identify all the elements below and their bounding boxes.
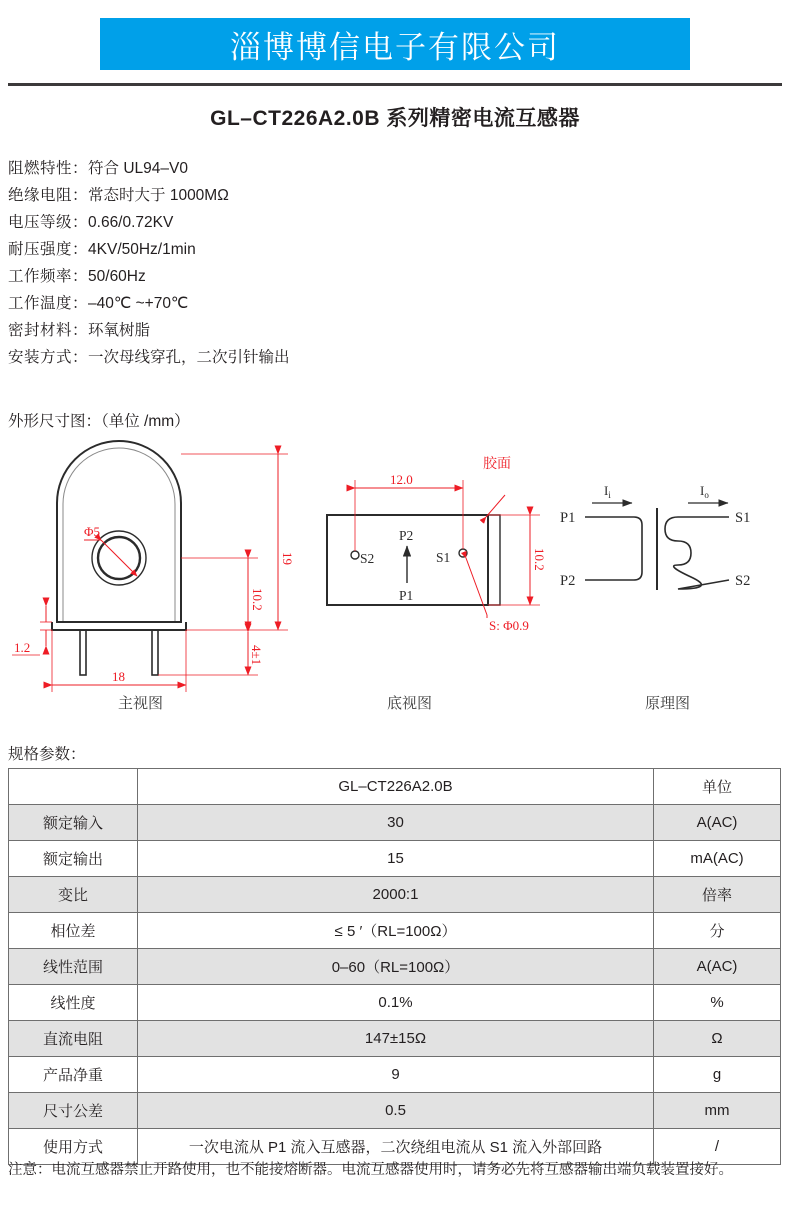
spec-value: 0.66/0.72KV: [88, 214, 174, 231]
spec-value: 50/60Hz: [88, 268, 146, 285]
table-header-blank: [9, 769, 138, 805]
front-width-label: 18: [112, 669, 125, 684]
table-row: [9, 877, 781, 913]
row-value: 0.1%: [138, 985, 654, 1021]
row-value: 0.5: [138, 1093, 654, 1129]
row-unit: mm: [654, 1093, 781, 1129]
bottom-pin-spec-label: S: Φ0.9: [489, 618, 529, 633]
specification-list: [8, 155, 528, 371]
row-value: 一次电流从 P1 流入互感器，二次绕组电流从 S1 流入外部回路: [138, 1129, 654, 1165]
spec-value: 符合 UL94–V0: [88, 160, 188, 177]
schematic-p1-label: P1: [560, 510, 576, 526]
schematic-output-current-label: $I_o$: [700, 483, 709, 500]
table-row: [9, 1021, 781, 1057]
spec-label: 电压等级：: [8, 214, 89, 231]
table-row: [9, 841, 781, 877]
front-pin-length-label: 4±1: [249, 645, 264, 666]
row-unit: A(AC): [654, 805, 781, 841]
spec-label: 工作温度：: [8, 295, 89, 312]
row-value: ≤ 5 ′（RL=100Ω）: [138, 913, 654, 949]
schematic-input-current-label: $I_i$: [604, 483, 611, 500]
table-row: [9, 1057, 781, 1093]
row-unit: 倍率: [654, 877, 781, 913]
table-row: [9, 1093, 781, 1129]
row-name: 使用方式: [9, 1129, 138, 1165]
spec-label: 耐压强度：: [8, 241, 89, 258]
schematic-caption: 原理图: [645, 696, 691, 712]
header-divider: [8, 83, 782, 86]
spec-label: 绝缘电阻：: [8, 187, 89, 204]
front-view-drawing: [12, 441, 295, 692]
spec-value: 4KV/50Hz/1min: [88, 241, 196, 258]
spec-label: 阻燃特性：: [8, 160, 89, 177]
drawings-svg: [0, 440, 790, 715]
bottom-pin-s1-label: S1: [436, 550, 451, 565]
bottom-pin-s2-label: S2: [360, 551, 375, 566]
row-name: 尺寸公差: [9, 1093, 138, 1129]
bottom-pin-spacing-label: 12.0: [390, 472, 413, 487]
row-unit: /: [654, 1129, 781, 1165]
row-unit: 分: [654, 913, 781, 949]
spec-item: [8, 344, 528, 371]
row-unit: g: [654, 1057, 781, 1093]
bottom-height-label: 10.2: [532, 548, 547, 571]
row-name: 相位差: [9, 913, 138, 949]
schematic-drawing: [560, 483, 750, 590]
front-view-caption: 主视图: [118, 696, 164, 712]
company-banner: [100, 18, 690, 70]
spec-item: [8, 317, 528, 344]
row-name: 额定输出: [9, 841, 138, 877]
spec-item: [8, 290, 528, 317]
row-value: 9: [138, 1057, 654, 1093]
table-row: [9, 949, 781, 985]
spec-value: 常态时大于 1000MΩ: [88, 187, 229, 204]
front-body-height-label: 10.2: [250, 588, 265, 611]
spec-value: 环氧树脂: [88, 322, 151, 339]
table-header-unit: 单位: [654, 769, 781, 805]
row-unit: mA(AC): [654, 841, 781, 877]
company-name: 淄博博信电子有限公司: [230, 29, 560, 65]
row-unit: Ω: [654, 1021, 781, 1057]
bottom-arrow-top-label: P2: [399, 528, 414, 543]
front-total-height-label: 19: [280, 552, 295, 565]
schematic-s1-label: S1: [735, 510, 751, 526]
row-value: 2000:1: [138, 877, 654, 913]
bottom-view-caption: 底视图: [387, 696, 433, 712]
row-name: 线性范围: [9, 949, 138, 985]
spec-label: 安装方式：: [8, 349, 89, 366]
row-name: 额定输入: [9, 805, 138, 841]
spec-label: 工作频率：: [8, 268, 89, 285]
table-row: [9, 913, 781, 949]
bottom-glue-face-label: 胶面: [483, 455, 511, 471]
bottom-view-drawing: [327, 455, 547, 633]
row-name: 线性度: [9, 985, 138, 1021]
row-name: 产品净重: [9, 1057, 138, 1093]
table-header-row: [9, 769, 781, 805]
dimension-section-heading: 外形尺寸图：（单位 /mm）: [8, 413, 190, 430]
row-unit: A(AC): [654, 949, 781, 985]
front-flange-thickness-label: 1.2: [14, 640, 31, 655]
spec-item: [8, 209, 528, 236]
front-hole-diameter-label: Φ5: [84, 524, 101, 539]
schematic-s2-label: S2: [735, 573, 751, 589]
row-value: 0–60（RL=100Ω）: [138, 949, 654, 985]
spec-item: [8, 263, 528, 290]
dimension-drawings: [0, 440, 790, 715]
row-name: 直流电阻: [9, 1021, 138, 1057]
spec-label: 密封材料：: [8, 322, 89, 339]
table-row: [9, 985, 781, 1021]
specification-table: [8, 768, 781, 1165]
row-name: 变比: [9, 877, 138, 913]
row-value: 147±15Ω: [138, 1021, 654, 1057]
schematic-p2-label: P2: [560, 573, 576, 589]
product-title: GL–CT226A2.0B 系列精密电流互感器: [210, 107, 580, 130]
row-value: 15: [138, 841, 654, 877]
table-row: [9, 805, 781, 841]
parameters-section-heading: 规格参数：: [8, 746, 86, 763]
row-unit: %: [654, 985, 781, 1021]
spec-item: [8, 182, 528, 209]
spec-value: 一次母线穿孔，二次引针输出: [88, 349, 290, 366]
bottom-arrow-bottom-label: P1: [399, 588, 414, 603]
spec-item: [8, 155, 528, 182]
row-value: 30: [138, 805, 654, 841]
spec-value: –40℃ ~+70℃: [88, 295, 189, 312]
table-header-model: GL–CT226A2.0B: [138, 769, 654, 805]
warning-note: 注意：电流互感器禁止开路使用，也不能接熔断器。电流互感器使用时，请务必先将互感器输出端负载装置接好。: [8, 1162, 733, 1178]
spec-item: [8, 236, 528, 263]
